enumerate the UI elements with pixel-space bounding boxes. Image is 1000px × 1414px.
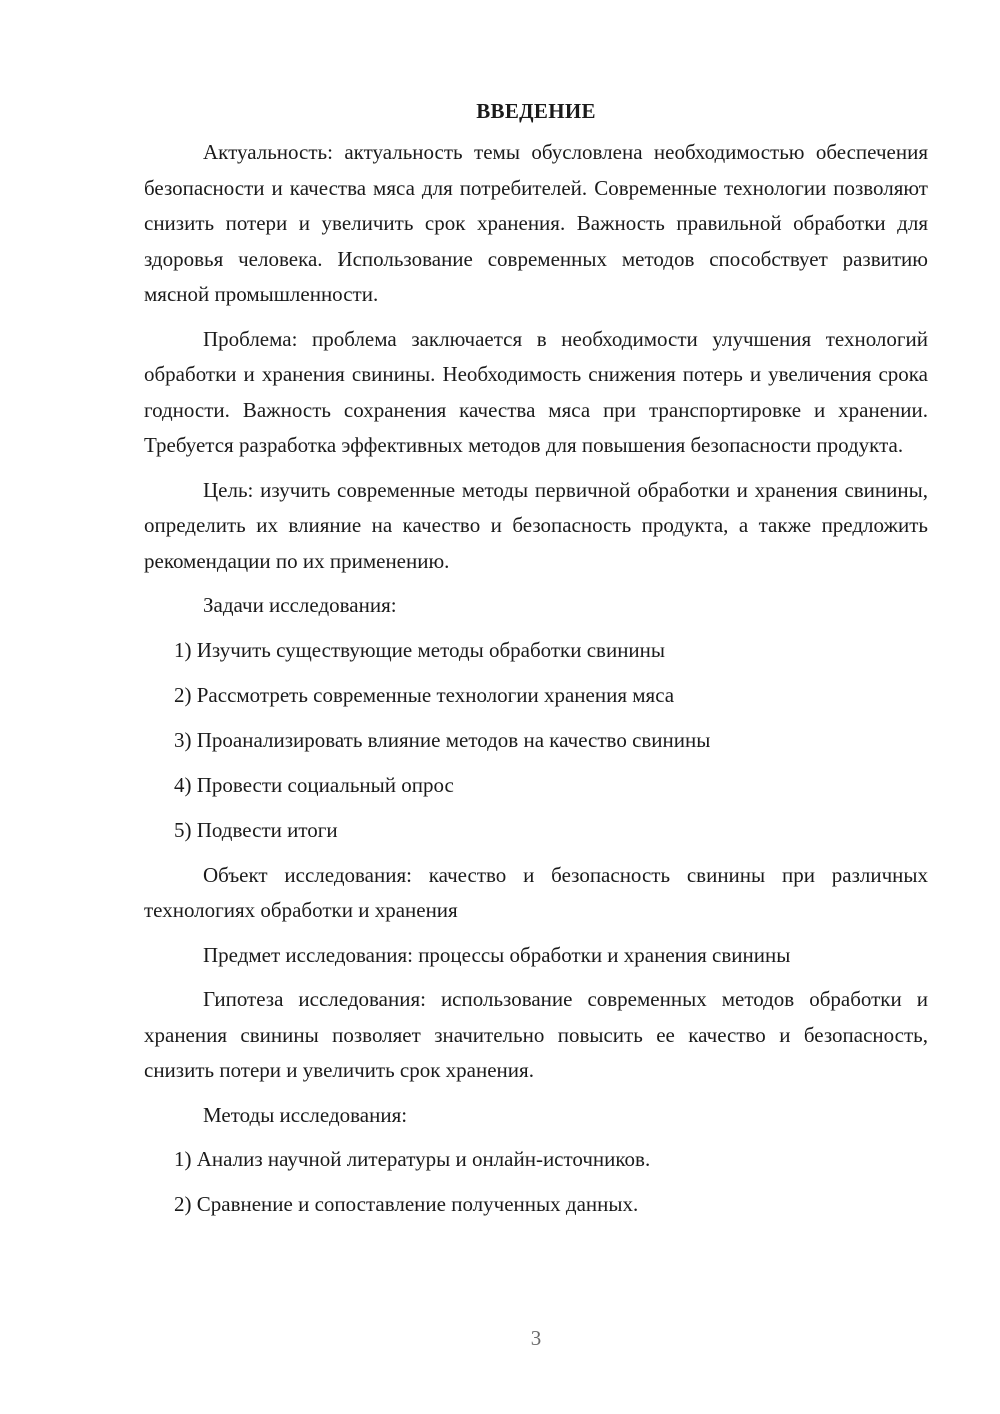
tasks-heading: Задачи исследования: — [203, 593, 397, 617]
list-item: 5) Подвести итоги — [174, 817, 338, 842]
page-content — [144, 95, 928, 1232]
list-item: 1) Анализ научной литературы и онлайн-источников. — [174, 1147, 651, 1171]
object-paragraph: Объект исследования: качество и безопасность свинины при различных технологиях обработки и хранения — [144, 862, 928, 922]
list-item: 3) Проанализировать влияние методов на качество свинины — [174, 727, 711, 752]
methods-list — [144, 1142, 928, 1223]
methods-heading: Методы исследования: — [203, 1102, 408, 1127]
page-number: 3 — [530, 1326, 542, 1350]
goal-paragraph: Цель: изучить современные методы первичной обработки и хранения свинины, определить их влияние на качество и безопасность продукта, а также предложить рекомендации по их применению. — [144, 477, 928, 573]
list-item: 1) Изучить существующие методы обработки свинины — [174, 637, 666, 662]
subject-paragraph: Предмет исследования: процессы обработки и хранения свинины — [203, 942, 791, 967]
page-title: ВВЕДЕНИЕ — [476, 99, 596, 123]
relevance-paragraph: Актуальность: актуальность темы обусловлена необходимостью обеспечения безопасности и качества мяса для потребителей. Современные технологии позволяют снизить потери и увеличить срок хранения. Важность правильной обработки для здоровья человека. Использование современных методов способствует развитию мясной промышленности. — [144, 140, 928, 306]
list-item: 2) Сравнение и сопоставление полученных данных. — [174, 1192, 639, 1216]
list-item: 4) Провести социальный опрос — [174, 772, 454, 797]
hypothesis-paragraph: Гипотеза исследования: использование современных методов обработки и хранения свинины позволяет значительно повысить ее качество и безопасность, снизить потери и увеличить срок хранения. — [144, 987, 928, 1082]
tasks-list — [144, 633, 928, 849]
problem-paragraph: Проблема: проблема заключается в необходимости улучшения технологий обработки и хранения свинины. Необходимость снижения потерь и увеличения срока годности. Важность сохранения качества мяса при транспортировке и хранении. Требуется разработка эффективных методов для повышения безопасности продукта. — [144, 326, 928, 457]
list-item: 2) Рассмотреть современные технологии хранения мяса — [174, 682, 675, 707]
